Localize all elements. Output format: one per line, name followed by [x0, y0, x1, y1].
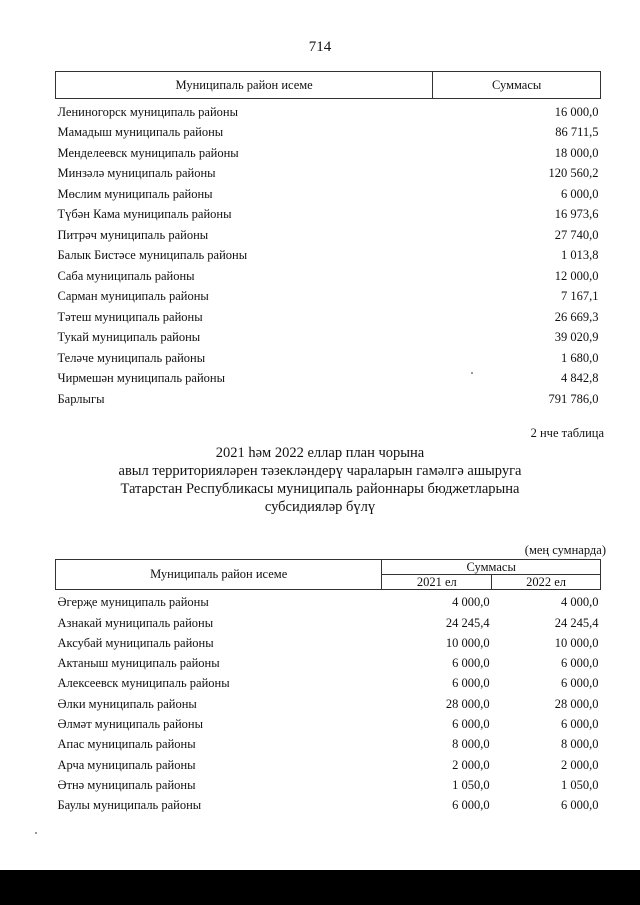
district-name: Тукай муниципаль районы	[57, 330, 201, 344]
distribution-table-2	[55, 559, 601, 813]
table-row	[56, 651, 601, 671]
district-name: Минзәлә муниципаль районы	[57, 166, 216, 180]
table-row	[56, 712, 601, 732]
title-line: субсидияләр бүлү	[264, 499, 376, 515]
amount-2022: 6 000,0	[561, 656, 599, 671]
table-row	[56, 671, 601, 691]
amount-value: 18 000,0	[554, 145, 599, 160]
table-title	[0, 444, 640, 516]
table-row	[56, 263, 601, 284]
district-name: Саба муниципаль районы	[57, 268, 195, 283]
amount-2022: 1 050,0	[561, 777, 599, 792]
amount-2022: 28 000,0	[554, 696, 599, 711]
table-row	[56, 222, 601, 243]
district-name: Аксубай муниципаль районы	[57, 635, 214, 650]
district-name: Чирмешән муниципаль районы	[57, 371, 225, 385]
amount-value: 86 711,5	[555, 125, 599, 139]
district-name: Актаныш муниципаль районы	[57, 656, 220, 671]
table-body	[56, 99, 601, 407]
column-header-district: Муниципаль район исеме	[56, 560, 382, 590]
amount-2022: 6 000,0	[561, 717, 599, 732]
amount-2021: 28 000,0	[445, 696, 490, 711]
amount-2022: 4 000,0	[561, 595, 599, 610]
units-note: (мең сумнарда)	[524, 543, 606, 557]
table-row	[56, 120, 601, 141]
district-name: Азнакай муниципаль районы	[57, 615, 214, 630]
district-name: Әлмәт муниципаль районы	[57, 717, 203, 732]
district-name: Сарман муниципаль районы	[57, 289, 209, 303]
column-header-district: Муниципаль район исеме	[56, 72, 433, 99]
amount-value: 4 842,8	[561, 371, 599, 385]
amount-2021: 6 000,0	[452, 676, 490, 691]
table-row	[56, 691, 601, 711]
table-header-row	[56, 72, 601, 99]
table-row	[56, 243, 601, 264]
table-row	[56, 793, 601, 813]
scan-edge-bar	[0, 870, 640, 905]
column-header-amount: Суммасы	[382, 560, 601, 575]
scan-speck	[35, 832, 37, 834]
amount-value: 1 680,0	[561, 350, 599, 365]
amount-2021: 4 000,0	[452, 595, 490, 610]
scan-speck	[471, 372, 473, 374]
table-row	[56, 140, 601, 161]
district-name: Мамадыш муниципаль районы	[57, 125, 224, 139]
amount-2021: 10 000,0	[445, 635, 490, 650]
district-name: Тәтеш муниципаль районы	[57, 309, 203, 324]
amount-2021: 2 000,0	[452, 757, 490, 772]
district-name: Лениногорск муниципаль районы	[57, 104, 238, 119]
amount-2021: 6 000,0	[452, 798, 490, 813]
table-row	[56, 590, 601, 611]
title-line: Татарстан Республикасы муниципаль районнары бюджетларына	[120, 481, 520, 497]
table-row	[56, 202, 601, 223]
amount-value: 12 000,0	[554, 268, 599, 283]
table-row	[56, 284, 601, 305]
title-line: 2021 һәм 2022 еллар план чорына	[215, 445, 425, 461]
amount-value: 26 669,3	[554, 309, 599, 324]
table-row	[56, 304, 601, 325]
amount-2022: 10 000,0	[554, 635, 599, 650]
district-name: Апас муниципаль районы	[57, 737, 196, 752]
distribution-table-1	[55, 71, 601, 407]
amount-2021: 24 245,4	[445, 615, 490, 630]
amount-2022: 6 000,0	[561, 798, 599, 813]
table-row	[56, 732, 601, 752]
table-header-row	[56, 560, 601, 575]
amount-value: 120 560,2	[548, 166, 599, 180]
amount-2022: 8 000,0	[561, 737, 599, 752]
table-row	[56, 325, 601, 346]
amount-value: 27 740,0	[554, 227, 599, 242]
amount-2022: 2 000,0	[561, 757, 599, 772]
district-name: Менделеевск муниципаль районы	[57, 145, 239, 160]
district-name: Әтнә муниципаль районы	[57, 777, 196, 792]
column-header-2021: 2021 ел	[382, 575, 492, 590]
table-row	[56, 631, 601, 651]
table-row	[56, 161, 601, 182]
amount-2022: 24 245,4	[554, 615, 599, 630]
district-name: Әгерҗе муниципаль районы	[57, 595, 209, 610]
table-row	[56, 99, 601, 120]
page-number: 714	[308, 39, 332, 55]
table-row	[56, 181, 601, 202]
district-name: Түбән Кама муниципаль районы	[57, 207, 232, 221]
district-name: Балык Бистәсе муниципаль районы	[57, 248, 248, 262]
amount-value: 16 000,0	[554, 104, 599, 119]
amount-2022: 6 000,0	[561, 676, 599, 691]
amount-2021: 6 000,0	[452, 717, 490, 732]
title-line: авыл территорияләрен тәзекләндерү чараларын гамәлгә ашыруга	[118, 463, 522, 479]
table-number-label: 2 нче таблица	[530, 426, 604, 440]
district-name: Алексеевск муниципаль районы	[57, 676, 230, 691]
amount-value: 7 167,1	[561, 289, 599, 303]
amount-2021: 8 000,0	[452, 737, 490, 752]
table-row	[56, 752, 601, 772]
table-row	[56, 386, 601, 407]
table-row	[56, 610, 601, 630]
district-name: Теләче муниципаль районы	[57, 350, 206, 365]
amount-2021: 6 000,0	[452, 656, 490, 671]
amount-value: 16 973,6	[554, 207, 599, 221]
district-name: Барлыгы	[57, 391, 105, 406]
column-header-amount: Суммасы	[433, 72, 601, 99]
district-name: Питрәч муниципаль районы	[57, 227, 209, 242]
table-row	[56, 366, 601, 387]
district-name: Баулы муниципаль районы	[57, 798, 202, 813]
amount-value: 39 020,9	[554, 330, 599, 344]
amount-value: 6 000,0	[561, 186, 599, 201]
table-row	[56, 345, 601, 366]
district-name: Арча муниципаль районы	[57, 757, 196, 772]
column-header-2022: 2022 ел	[492, 575, 601, 590]
table-row	[56, 773, 601, 793]
table-body	[56, 590, 601, 814]
district-name: Әлки муниципаль районы	[57, 696, 197, 711]
district-name: Мөслим муниципаль районы	[57, 186, 213, 201]
amount-value: 791 786,0	[548, 391, 599, 406]
amount-2021: 1 050,0	[452, 777, 490, 792]
amount-value: 1 013,8	[561, 248, 599, 262]
